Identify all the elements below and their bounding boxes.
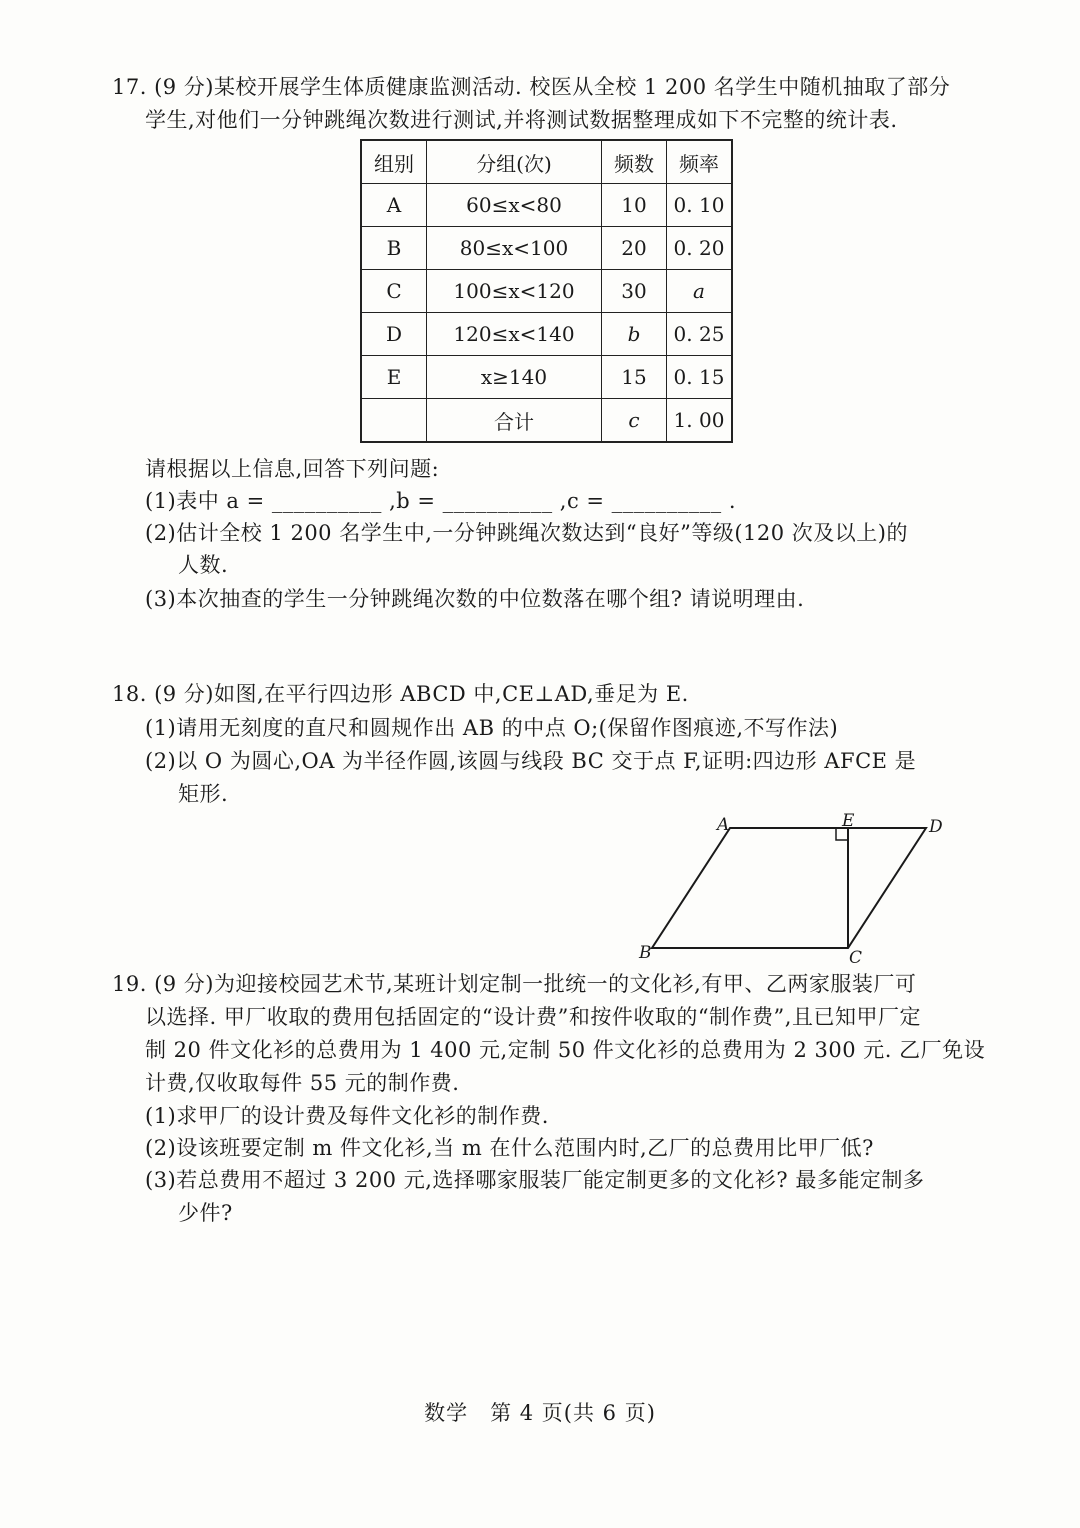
table-header-row [361, 140, 732, 184]
q19-stem-line2: 以选择. 甲厂收取的费用包括固定的“设计费”和按件收取的“制作费”,且已知甲厂定 [145, 1005, 921, 1029]
page-footer: 数学 第 4 页(共 6 页) [424, 1401, 656, 1425]
table-cell: D [361, 313, 427, 356]
table-cell: 30 [602, 270, 667, 313]
q17-part1: (1)表中 a = __________ ,b = __________ ,c = __________ . [145, 489, 737, 513]
q19-part3-line1: (3)若总费用不超过 3 200 元,选择哪家服装厂能定制更多的文化衫? 最多能定制多 [145, 1168, 925, 1192]
table-cell: 20 [602, 227, 667, 270]
label-a: A [717, 815, 730, 835]
q19-stem-line1: 19. (9 分)为迎接校园艺术节,某班计划定制一批统一的文化衫,有甲、乙两家服装厂可 [112, 972, 917, 996]
table-cell: 0. 20 [667, 227, 733, 270]
table-header-cell: 分组(次) [427, 140, 602, 184]
table-cell: 100≤x<120 [427, 270, 602, 313]
table-cell: C [361, 270, 427, 313]
q17-stem-line1: 17. (9 分)某校开展学生体质健康监测活动. 校医从全校 1 200 名学生中随机抽取了部分 [112, 75, 951, 99]
table-cell: 15 [602, 356, 667, 399]
q19-part3-line2: 少件? [178, 1201, 233, 1225]
table-cell: b [602, 313, 667, 356]
table-cell: 80≤x<100 [427, 227, 602, 270]
table-cell: 0. 25 [667, 313, 733, 356]
table-cell: A [361, 184, 427, 227]
label-d: D [929, 817, 943, 837]
q18-part2-line1: (2)以 O 为圆心,OA 为半径作圆,该圆与线段 BC 交于点 F,证明:四边形 AFCE 是 [145, 749, 917, 773]
table-cell: 60≤x<80 [427, 184, 602, 227]
table-header-cell: 频率 [667, 140, 733, 184]
parallelogram-figure [630, 808, 960, 968]
q19-stem-line3: 制 20 件文化衫的总费用为 1 400 元,定制 50 件文化衫的总费用为 2 300 元. 乙厂免设 [145, 1038, 986, 1062]
table-header-cell: 频数 [602, 140, 667, 184]
q17-stem-line2: 学生,对他们一分钟跳绳次数进行测试,并将测试数据整理成如下不完整的统计表. [145, 108, 898, 132]
q17-part3: (3)本次抽查的学生一分钟跳绳次数的中位数落在哪个组? 请说明理由. [145, 587, 805, 611]
label-e: E [842, 811, 855, 831]
statistics-table [360, 139, 733, 443]
table-cell [361, 399, 427, 443]
q18-part1: (1)请用无刻度的直尺和圆规作出 AB 的中点 O;(保留作图痕迹,不写作法) [145, 716, 839, 740]
parallelogram-abcd [652, 828, 926, 948]
table-header-cell: 组别 [361, 140, 427, 184]
q19-part1: (1)求甲厂的设计费及每件文化衫的制作费. [145, 1104, 549, 1128]
table-cell: 10 [602, 184, 667, 227]
q19-stem-line4: 计费,仅收取每件 55 元的制作费. [145, 1071, 460, 1095]
q17-part2-line2: 人数. [178, 553, 229, 577]
table-cell: 1. 00 [667, 399, 733, 443]
table-cell: 0. 15 [667, 356, 733, 399]
table-cell: a [667, 270, 733, 313]
table-cell: 合计 [427, 399, 602, 443]
q18-part2-line2: 矩形. [178, 782, 229, 806]
table-cell: E [361, 356, 427, 399]
label-b: B [639, 943, 652, 963]
q18-stem: 18. (9 分)如图,在平行四边形 ABCD 中,CE⊥AD,垂足为 E. [112, 682, 689, 706]
table-cell: B [361, 227, 427, 270]
table-row [361, 313, 732, 356]
q19-part2: (2)设该班要定制 m 件文化衫,当 m 在什么范围内时,乙厂的总费用比甲厂低? [145, 1136, 874, 1160]
table-cell: c [602, 399, 667, 443]
table-row [361, 356, 732, 399]
table-row [361, 399, 732, 443]
table-row [361, 184, 732, 227]
q17-prompt: 请根据以上信息,回答下列问题: [145, 457, 440, 481]
label-c: C [849, 948, 863, 968]
table-row [361, 227, 732, 270]
q17-part2-line1: (2)估计全校 1 200 名学生中,一分钟跳绳次数达到“良好”等级(120 次及以上)的 [145, 521, 909, 545]
table-cell: x≥140 [427, 356, 602, 399]
table-cell: 0. 10 [667, 184, 733, 227]
table-row [361, 270, 732, 313]
table-cell: 120≤x<140 [427, 313, 602, 356]
